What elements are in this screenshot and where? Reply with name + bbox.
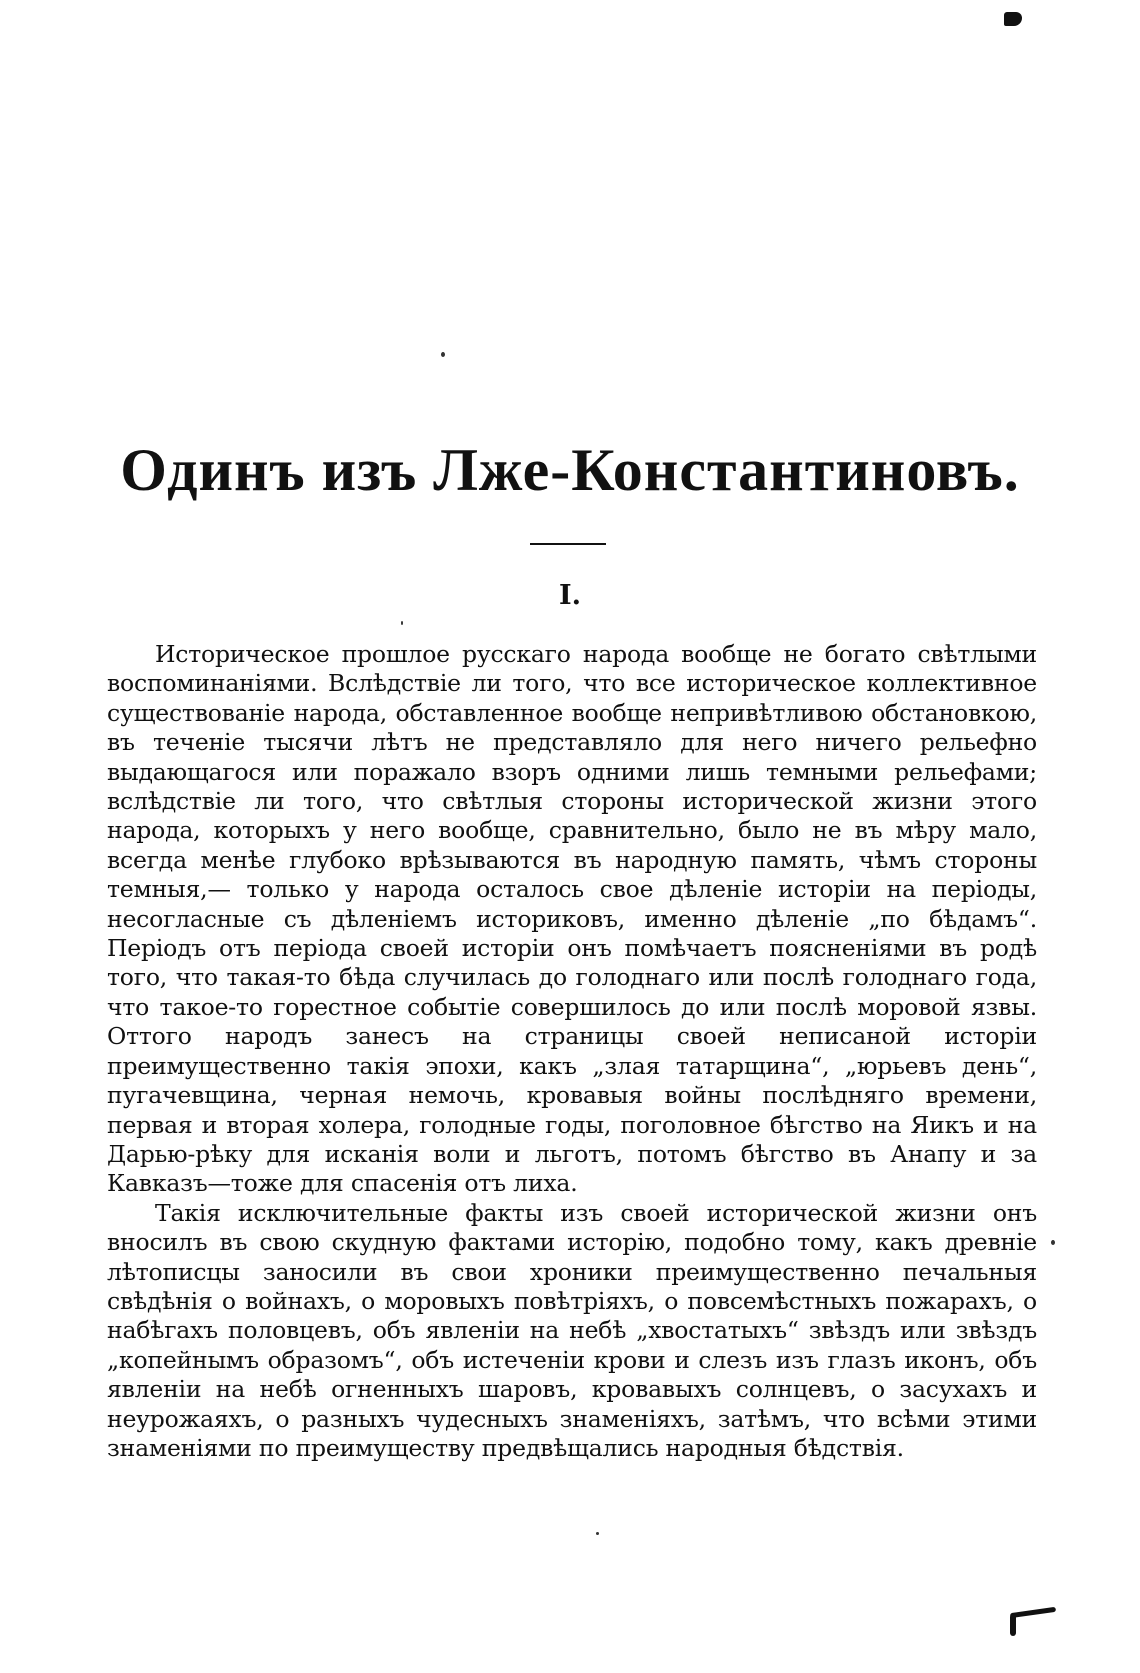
ink-smudge [1004, 12, 1022, 26]
title-divider [530, 543, 606, 545]
paragraph: Такія исключительные факты изъ своей исторической жизни онъ вносилъ въ свою скудную фактами исторію, подобно тому, какъ древніе лѣтописцы заносили въ свои хроники преимущественно печальныя свѣдѣнія о войнахъ, о моровыхъ повѣтріяхъ, о повсемѣстныхъ пожарахъ, о набѣгахъ половцевъ, объ явленіи на небѣ „хвостатыхъ“ звѣздъ или звѣздъ „копейнымъ образомъ“, объ истеченіи крови и слезъ изъ глазъ иконъ, объ явленіи на небѣ огненныхъ шаровъ, кровавыхъ солнцевъ, о засухахъ и неурожаяхъ, о разныхъ чудесныхъ знаменіяхъ, затѣмъ, что всѣми этими знаменіями по преимуществу предвѣщались народныя бѣдствія. [107, 1198, 1037, 1462]
page-title: Одинъ изъ Лже-Константиновъ. [120, 437, 1020, 503]
ink-speck [596, 1532, 599, 1535]
body-text [107, 640, 1037, 1463]
ink-speck [441, 352, 445, 357]
ink-smudge [1010, 1614, 1016, 1636]
chapter-number: I. [558, 580, 582, 611]
ink-speck [401, 621, 403, 625]
paragraph: Историческое прошлое русскаго народа вообще не богато свѣтлыми воспоминаніями. Вслѣдствіе ли того, что все историческое коллективное существованіе народа, обставленное вообще непривѣтливою обстановкою, въ теченіе тысячи лѣтъ не представляло для него ничего рельефно выдающагося или поражало взоръ одними лишь темными рельефами; вслѣдствіе ли того, что свѣтлыя стороны исторической жизни этого народа, которыхъ у него вообще, сравнительно, было не въ мѣру мало, всегда менѣе глубоко врѣзываются въ народную память, чѣмъ стороны темныя,— только у народа осталось свое дѣленіе исторіи на періоды, несогласные съ дѣленіемъ историковъ, именно дѣленіе „по бѣдамъ“. Періодъ отъ періода своей исторіи онъ помѣчаетъ поясненіями въ родѣ того, что такая-то бѣда случилась до голоднаго или послѣ голоднаго года, что такое-то горестное событіе совершилось до или послѣ моровой язвы. Оттого народъ занесъ на страницы своей неписаной исторіи преимущественно такія эпохи, какъ „злая татарщина“, „юрьевъ день“, пугачевщина, черная немочь, кровавыя войны послѣдняго времени, первая и вторая холера, голодные годы, поголовное бѣгство на Яикъ и на Дарью-рѣку для исканія воли и льготъ, потомъ бѣгство въ Анапу и за Кавказъ—тоже для спасенія отъ лиха. [107, 640, 1037, 1198]
ink-speck [1051, 1240, 1055, 1245]
ink-smudge [1010, 1607, 1056, 1618]
